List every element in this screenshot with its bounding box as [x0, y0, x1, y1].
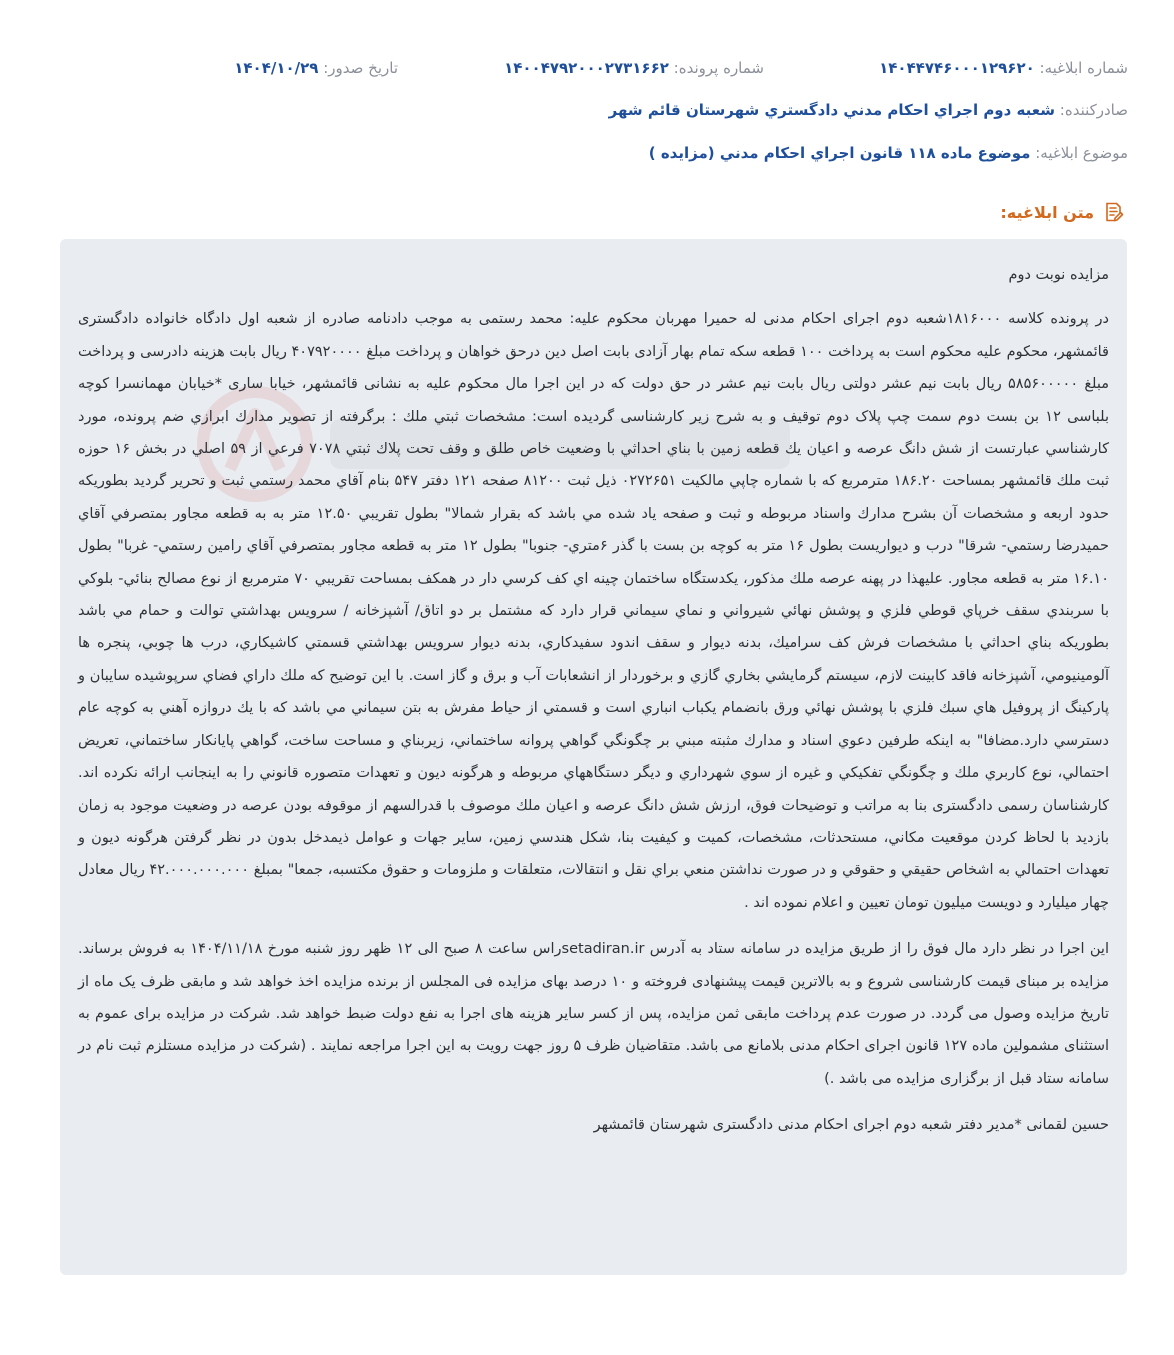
notice-paragraph-2: این اجرا در نظر دارد مال فوق را از طریق مزایده در سامانه ستاد به آدرس setadiran.irراس ساعت ۸ صبح الی ۱۲ ظهر روز شنبه مورخ ۱۴۰۴/۱۱/۱۸ به فروش برساند. مزایده بر مبنای قیمت کارشناسی شروع و به بالاترین قیمت پیشنهادی فروخته و ۱۰ درصد بهای مزایده فی المجلس از برنده مزایده اخذ خواهد شد و مابقی ظرف یک ماه از تاریخ مزایده وصول می گردد. در صورت عدم پرداخت مابقی ثمن مزایده، پس از کسر سایر هزینه های اجرا به نفع دولت ضبط خواهد شد. شرکت در مزایده برای عموم به استثنای مشمولین ماده ۱۲۷ قانون اجرای احکام مدنی بلامانع می باشد. متقاضیان ظرف ۵ روز جهت رویت به این اجرا مراجعه نمایند . (شرکت در مزایده مستلزم ثبت نام در سامانه ستاد قبل از برگزاری مزایده می باشد .)	[78, 941, 1110, 1087]
issue-date-label: تاریخ صدور:	[323, 59, 398, 77]
file-number-value: ۱۴۰۰۴۷۹۲۰۰۰۲۷۳۱۶۶۲	[504, 59, 669, 77]
notice-heading: مزایده نوبت دوم	[1008, 267, 1109, 283]
notice-text-title: متن ابلاغیه:	[1000, 202, 1094, 222]
subject-value: موضوع ماده ۱۱۸ قانون اجراي احكام مدني (مزايده )	[648, 144, 1031, 162]
document-pen-icon	[1102, 200, 1126, 224]
issue-date-value: ۱۴۰۴/۱۰/۲۹	[234, 59, 319, 77]
subject-row	[46, 141, 1128, 165]
file-number	[504, 56, 764, 80]
subject-label: موضوع ابلاغیه:	[1035, 144, 1128, 162]
notice-number-label: شماره ابلاغیه:	[1039, 59, 1128, 77]
file-number-label: شماره پرونده:	[673, 59, 764, 77]
notice-signature: حسین لقمانی *مدیر دفتر شعبه دوم اجرای احکام مدنی دادگستری شهرستان قائمشهر	[593, 1117, 1109, 1134]
issuer-label: صادرکننده:	[1059, 101, 1128, 119]
notice-text-heading	[1000, 200, 1126, 224]
notice-number	[879, 56, 1128, 80]
issue-date	[234, 56, 398, 80]
notice-number-value: ۱۴۰۴۴۷۴۶۰۰۰۱۲۹۶۲۰	[879, 59, 1035, 77]
notice-body-card	[60, 239, 1127, 1275]
issuer-row	[46, 98, 1128, 122]
issuer-value: شعبه دوم اجراي احكام مدني دادگستري شهرستان قائم شهر	[608, 101, 1055, 119]
notice-paragraph-1: در پرونده کلاسه ۱۸۱۶۰۰۰شعبه دوم اجرای احکام مدنی له حمیرا مهربان محکوم علیه: محمد رستمی به موجب دادنامه صادره از شعبه اول دادگاه خانواده دادگستری قائمشهر، محکوم علیه محکوم است به پرداخت ۱۰۰ قطعه سکه تمام بهار آزادی بابت اصل دین درحق خواهان و پرداخت مبلغ ۴۰۷۹۲۰۰۰۰ ریال بابت هزینه دادرسی و پرداخت مبلغ ۵۸۵۶۰۰۰۰۰ ریال بابت نیم عشر دولتی ریال بابت نیم عشر در حق دولت که در این اجرا مال محکوم علیه به نشانی قائمشهر، خیابا ساری *خیابان مهمانسرا کوچه بلباسی ۱۲ بن بست دوم سمت چپ پلاک دوم توقیف و به شرح زیر کارشناسی گردیده است: مشخصات ثبتي ملك : برگرفته از تصوير مدارك ابرازي ضم پرونده، مورد كارشناسي عبارتست از شش دانگ عرصه و اعيان يك قطعه زمين با بناي احداثي با وضعيت خاص طلق و وقف تحت پلاك ثبتي ۷۰۷۸ فرعي از ۵۹ اصلي در بخش ۱۶ حوزه ثبت ملك قائمشهر بمساحت ۱۸۶.۲۰ مترمربع كه با شماره چاپي مالكيت ۰۲۷۲۶۵۱ ذيل ثبت ۸۱۲۰۰ صفحه ۱۲۱ دفتر ۵۴۷ بنام آقاي محمد رستمي ثبت و تحرير گرديد بطوريكه حدود اربعه و مشخصات آن بشرح مدارك واسناد مربوطه و ثبت و صفحه ياد شده مي باشد كه بقرار شمالا" بطول تقريبي ۱۲.۵۰ متر به به قطعه مجاور بمتصرفي آقاي حميدرضا رستمي- شرقا" درب و ديواريست بطول ۱۶ متر به كوچه بن بست با گذر ۶متري- جنوبا" بطول ۱۲ متر به قطعه مجاور بمتصرفي آقاي رامين رستمي- غربا" بطول ۱۶.۱۰ متر به قطعه مجاور. عليهذا در پهنه عرصه ملك مذكور، يكدستگاه ساختمان چينه اي كف كرسي دار در همكف بمساحت تقريبي ۷۰ مترمربع از نوع مصالح بنائي- بلوكي با سربندي سقف خرپاي قوطي فلزي و پوشش نهائي شيرواني و نماي سيماني قرار دارد كه مشتمل بر دو اتاق/ آشپزخانه / سرويس بهداشتي توالت و حمام مي باشد بطوريكه بناي احداثي با مشخصات فرش كف سراميك، بدنه ديوار و سقف اندود سفيدكاري، بدنه ديوار سرويس بهداشتي قسمتي كاشيكاري، درب ها چوبي، پنجره ها آلومينيومي، آشپزخانه فاقد كابينت لازم، سيستم گرمايشي بخاري گازي و برخوردار از انشعابات آب و برق و گاز است. با اين توضيح كه ملك داراي فضاي سرپوشيده سايبان و پاركينگ از پروفيل هاي سبك فلزي با پوشش نهائي ورق بانضمام يكباب انباري است و قسمتي از حياط مفرش به بتن سيماني مي باشد كه با يك دروازه آهني به كوچه عام دسترسي دارد.مضافا" به اينكه طرفين دعوي اسناد و مدارك مثبته مبني بر چگونگي گواهي پروانه ساختماني، زيربناي و مساحت ساخت، گواهي پايانكار ساختماني، تعريض احتمالي، نوع كاربري ملك و چگونگي تفكيكي و غيره از سوي شهرداري و ديگر دستگاههاي مربوطه و هرگونه ديون و تعهدات متصوره قانوني را به اينجانب ارائه نكرده اند. كارشناسان رسمی دادگستری بنا به مراتب و توضيحات فوق، ارزش شش دانگ عرصه و اعيان ملك موصوف با قدرالسهم از موقوفه بودن عرصه در وضعيت موجود به زمان بازديد با لحاظ كردن موقعيت مكاني، مستحدثات، مشخصات، كميت و كيفيت بنا، شكل هندسي زمين، ساير جهات و عوامل ذيمدخل بدون در نظر گرفتن هرگونه ديون و تعهدات احتمالي به اشخاص حقيقي و حقوقي و در صورت نداشتن منعي براي نقل و انتقالات، متعلقات و ملزومات و حقوق مكتسبه، جمعا" بمبلغ ۴۲.۰۰۰.۰۰۰.۰۰۰ ريال معادل چهار ميليارد و دويست ميليون تومان تعيين و اعلام نموده اند .	[78, 311, 1110, 911]
